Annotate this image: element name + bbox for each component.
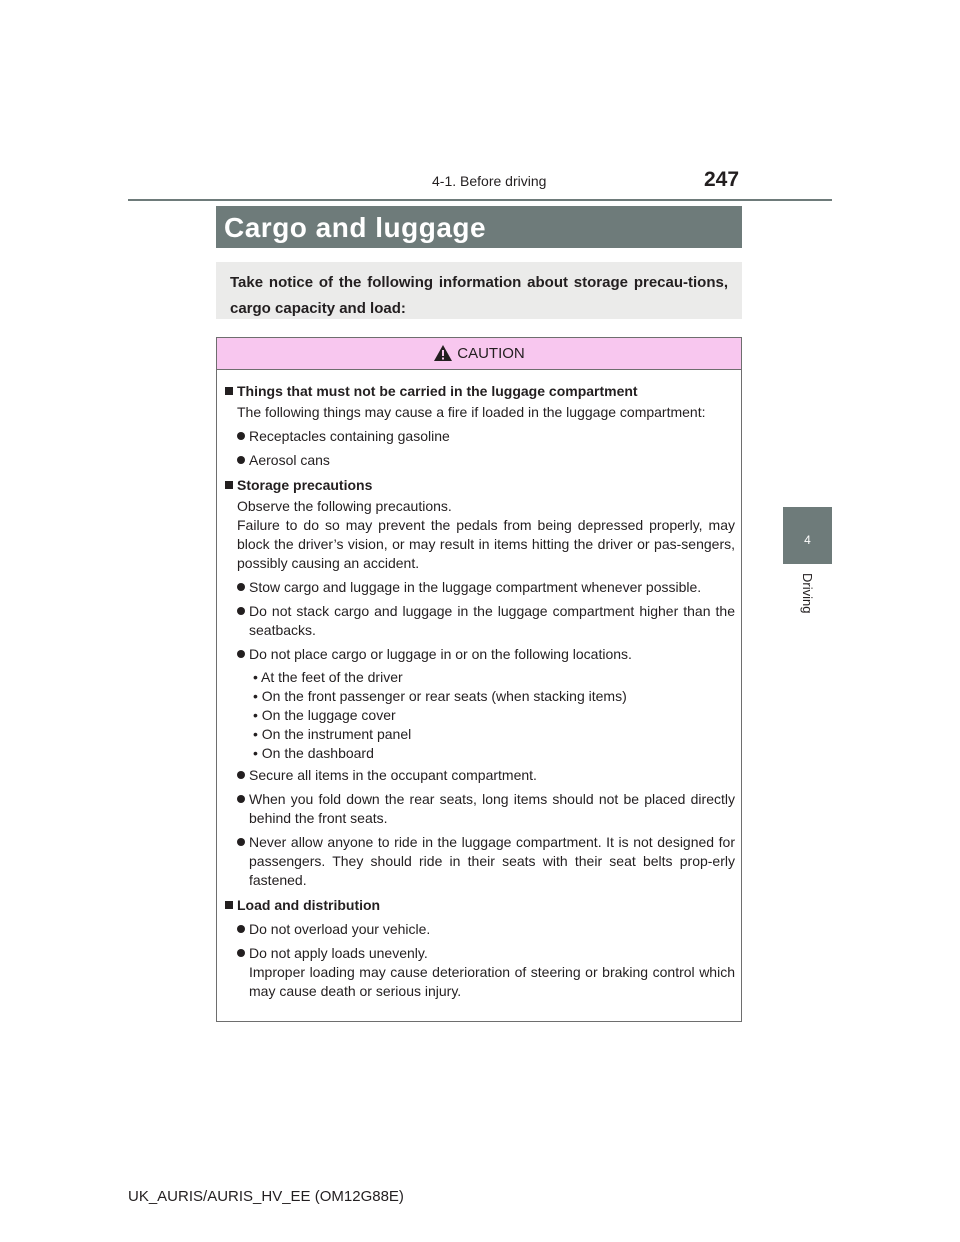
- section-title: [223, 382, 735, 401]
- bullet-item: [223, 451, 735, 470]
- caution-body: [217, 370, 741, 1001]
- section-text: Observe the following precautions.: [237, 498, 452, 514]
- bullet-text: Do not apply loads unevenly.: [249, 945, 428, 961]
- bullet-item: [223, 833, 735, 890]
- bullet-text: Secure all items in the occupant compartment.: [249, 767, 537, 783]
- side-tab-number: 4: [804, 533, 811, 547]
- bullet-dot-icon: [237, 771, 245, 779]
- bullet-dot-icon: [237, 838, 245, 846]
- bullet-text: When you fold down the rear seats, long items should not be placed directly behind the front seats.: [249, 791, 735, 826]
- square-bullet-icon: [225, 481, 233, 489]
- side-tab-label: Driving: [800, 573, 815, 614]
- page-title: Cargo and luggage: [216, 206, 742, 248]
- bullet-dot-icon: [237, 949, 245, 957]
- section-text: The following things may cause a fire if loaded in the luggage compartment:: [237, 404, 706, 420]
- caution-section: [223, 476, 735, 890]
- bullet-dot-icon: [237, 925, 245, 933]
- bullet-text: Receptacles containing gasoline: [249, 428, 450, 444]
- header-section: 4-1. Before driving: [432, 173, 547, 189]
- bullet-dot-icon: [237, 607, 245, 615]
- bullet-text: Do not stack cargo and luggage in the luggage compartment higher than the seatbacks.: [249, 603, 735, 638]
- section-title-text: Storage precautions: [237, 477, 373, 493]
- bullet-text: Never allow anyone to ride in the luggage compartment. It is not designed for passengers. They should ride in their seats with their seat belts prop-erly fastened.: [249, 834, 735, 888]
- bullet-item: [223, 602, 735, 640]
- bullet-dot-icon: [237, 650, 245, 658]
- section-title: [223, 896, 735, 915]
- square-bullet-icon: [225, 901, 233, 909]
- bullet-text: Do not place cargo or luggage in or on the following locations.: [249, 646, 632, 662]
- bullet-text: Do not overload your vehicle.: [249, 921, 431, 937]
- bullet-item: [223, 920, 735, 939]
- square-bullet-icon: [225, 387, 233, 395]
- bullet-dot-icon: [237, 432, 245, 440]
- bullet-item: [223, 766, 735, 785]
- location-item: • At the feet of the driver: [253, 669, 403, 685]
- caution-label: CAUTION: [457, 345, 525, 362]
- footer-model-code: UK_AURIS/AURIS_HV_EE (OM12G88E): [128, 1188, 404, 1205]
- section-title-text: Load and distribution: [237, 897, 381, 913]
- caution-box: [216, 337, 742, 1022]
- section-title: [223, 476, 735, 495]
- bullet-text: Aerosol cans: [249, 452, 330, 468]
- side-tab: [783, 507, 832, 564]
- location-item: • On the front passenger or rear seats (when stacking items): [253, 688, 627, 704]
- bullet-dot-icon: [237, 456, 245, 464]
- bullet-item: [223, 645, 735, 664]
- caution-section: [223, 382, 735, 470]
- location-item: • On the luggage cover: [253, 707, 396, 723]
- section-text: Failure to do so may prevent the pedals from being depressed properly, may block the driver’s vision, or may result in items hitting the driver or pas-sengers, possibly causing an accident.: [237, 517, 735, 571]
- bullet-text: Stow cargo and luggage in the luggage compartment whenever possible.: [249, 579, 702, 595]
- bullet-item: [223, 427, 735, 446]
- section-title-text: Things that must not be carried in the luggage compartment: [237, 383, 638, 399]
- page-number: 247: [704, 168, 740, 191]
- warning-icon: [433, 344, 453, 362]
- location-item: • On the dashboard: [253, 745, 374, 761]
- location-list: [223, 668, 735, 763]
- bullet-dot-icon: [237, 583, 245, 591]
- intro-box: Take notice of the following information about storage precau-tions, cargo capacity and load:: [216, 262, 742, 319]
- caution-header: [217, 338, 741, 370]
- bullet-item: [223, 578, 735, 597]
- bullet-item: [223, 790, 735, 828]
- bullet-item: [223, 944, 735, 963]
- location-item: • On the instrument panel: [253, 726, 412, 742]
- caution-section: [223, 896, 735, 1001]
- header-rule: [128, 199, 832, 201]
- bullet-dot-icon: [237, 795, 245, 803]
- bullet-subtext: Improper loading may cause deterioration of steering or braking control which may cause death or serious injury.: [249, 964, 735, 999]
